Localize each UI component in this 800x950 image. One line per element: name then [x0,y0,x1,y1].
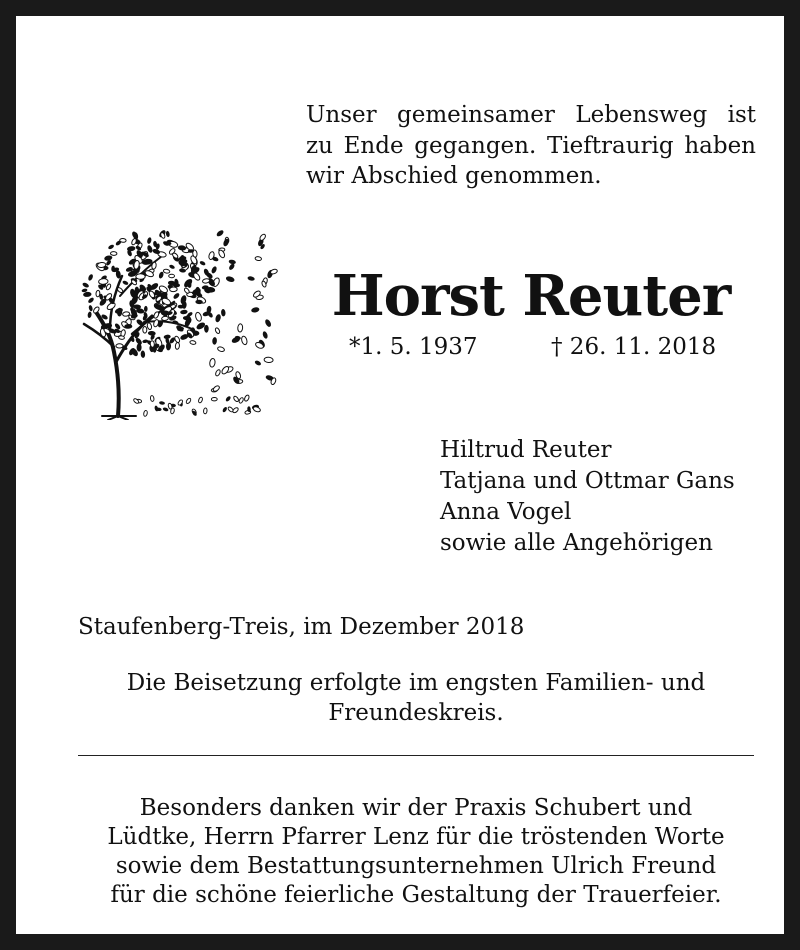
intro-text [306,100,756,192]
divider [78,755,754,756]
thanks-line-4: für die schöne feierliche Gestaltung der Trauerfeier. [110,882,722,908]
thanks-line-1: Besonders danken wir der Praxis Schubert und [139,795,693,821]
thanks-text [66,794,766,910]
burial-notice [78,668,754,728]
intro-line-3: wir Abschied genommen. [306,163,602,189]
mourner-line: Hiltrud Reuter [440,437,612,463]
birth-date: *1. 5. 1937 [349,334,478,360]
place-and-date: Staufenberg-Treis, im Dezember 2018 [78,614,525,640]
mourner-line: Anna Vogel [440,499,572,525]
deceased-name: Horst Reuter [331,263,731,329]
tree-with-falling-leaves-icon [74,212,279,420]
thanks-line-2: Lüdtke, Herrn Pfarrer Lenz für die tröstenden Worte [107,824,725,850]
burial-line-2: Freundeskreis. [328,700,504,726]
mourner-line: sowie alle Angehörigen [440,530,713,556]
thanks-line-3: sowie dem Bestattungsunternehmen Ulrich Freund [115,853,717,879]
death-date: † 26. 11. 2018 [551,334,717,360]
burial-line-1: Die Beisetzung erfolgte im engsten Familien- und [126,670,706,696]
mourner-line: Tatjana und Ottmar Gans [440,468,735,494]
mourners-list [440,435,735,559]
intro-line-1: Unser gemeinsamer Lebensweg ist [306,102,756,128]
intro-line-2: zu Ende gegangen. Tieftraurig haben [306,132,756,159]
